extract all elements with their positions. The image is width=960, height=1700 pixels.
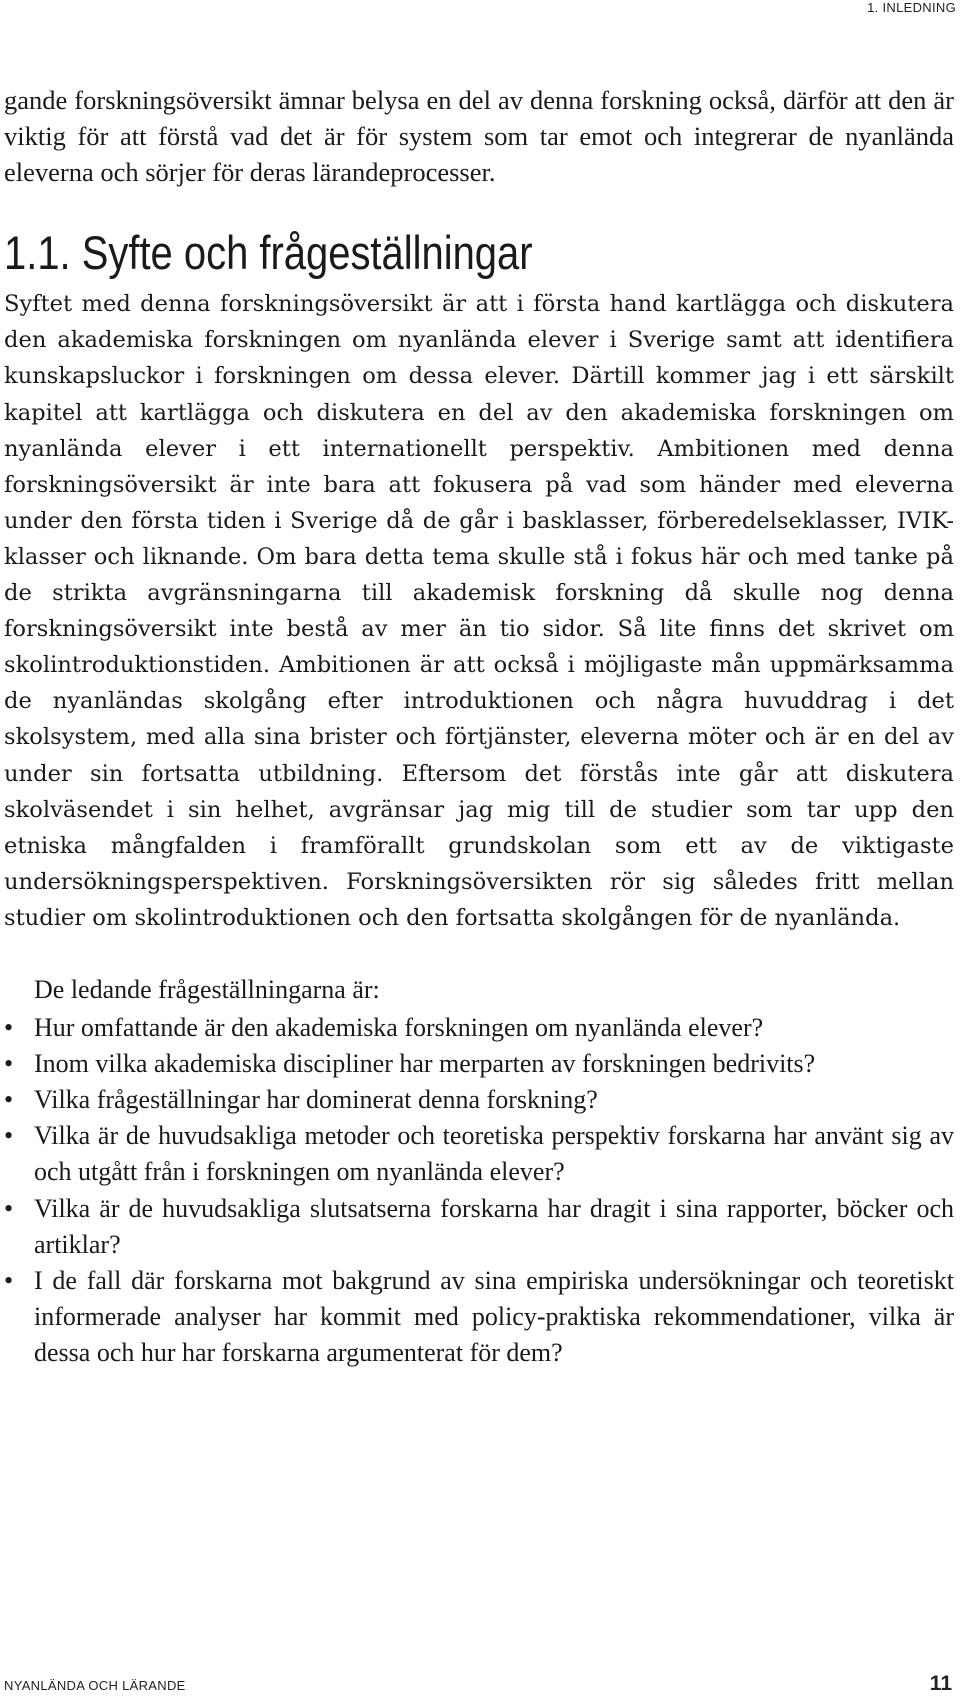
question-text: Inom vilka akademiska discipliner har merparten av forskningen bedrivits?	[34, 1049, 816, 1079]
question-item	[4, 1263, 954, 1371]
bullet-icon: •	[4, 1085, 14, 1115]
intro-paragraph: gande forskningsöversikt ämnar belysa en del av denna forskning också, därför att den är viktig för att förstå vad det är för system som tar emot och integrerar de nyanlända eleverna och sörjer för deras lärandeprocesser.	[4, 85, 954, 188]
running-header: 1. INLEDNING	[867, 0, 956, 15]
questions-lead: De ledande frågeställningarna är:	[34, 974, 380, 1004]
bullet-icon: •	[4, 1049, 14, 1079]
questions-list	[4, 1010, 954, 1371]
bullet-icon: •	[4, 1013, 14, 1043]
question-text: Hur omfattande är den akademiska forskningen om nyanlända elever?	[34, 1013, 764, 1043]
question-text: I de fall där forskarna mot bakgrund av sina empiriska undersökningar och teoretiskt informerade analyser har kommit med policy-praktiska rekommendationer, vilka är dessa och hur har forskarna argumenterat för dem?	[34, 1265, 954, 1367]
question-item	[4, 1046, 954, 1082]
question-text: Vilka är de huvudsakliga metoder och teoretiska perspektiv forskarna har använt sig av och utgått från i forskningen om nyanlända elever?	[34, 1121, 954, 1187]
question-item	[4, 1010, 954, 1046]
question-text: Vilka frågeställningar har dominerat denna forskning?	[34, 1085, 598, 1115]
page-number: 11	[929, 1672, 952, 1695]
question-item	[4, 1191, 954, 1263]
section-heading: 1.1. Syfte och frågeställningar	[4, 226, 533, 280]
question-text: Vilka är de huvudsakliga slutsatserna forskarna har dragit i sina rapporter, böcker och artiklar?	[34, 1193, 954, 1259]
bullet-icon: •	[4, 1193, 14, 1223]
page-content	[4, 82, 954, 1371]
question-item	[4, 1082, 954, 1118]
running-footer-title: NYANLÄNDA OCH LÄRANDE	[4, 1678, 186, 1693]
bullet-icon: •	[4, 1121, 14, 1151]
bullet-icon: •	[4, 1265, 14, 1295]
question-item	[4, 1118, 954, 1190]
section-body-paragraph: Syftet med denna forskningsöversikt är att i första hand kartlägga och diskutera den akademiska forskningen om nyanlända elever i Sverige samt att identifiera kunskapsluckor i forskningen om dessa elever. Därtill kommer jag i ett särskilt kapitel att kartlägga och diskutera en del av den akademiska forskningen om nyanlända elever i ett internationellt perspektiv. Ambitionen med denna forskningsöversikt är inte bara att fokusera på vad som händer med eleverna under den första tiden i Sverige då de går i basklasser, förberedelseklasser, IVIK-klasser och liknande. Om bara detta tema skulle stå i fokus här och med tanke på de strikta avgränsningarna till akademisk forskning då skulle nog denna forskningsöversikt inte bestå av mer än tio sidor. Så lite finns det skrivet om skolintroduktionstiden. Ambitionen är att också i möjligaste mån uppmärksamma de nyanländas skolgång efter introduktionen och några huvuddrag i det skolsystem, med alla sina brister och förtjänster, eleverna möter och är en del av under sin fortsatta utbildning. Eftersom det förstås inte går att diskutera skolväsendet i sin helhet, avgränsar jag mig till de studier som tar upp den etniska mångfalden i framförallt grundskolan som ett av de viktigaste undersökningsperspektiven. Forskningsöversikten rör sig således fritt mellan studier om skolintroduktionen och den fortsatta skolgången för de nyanlända.	[4, 291, 954, 931]
